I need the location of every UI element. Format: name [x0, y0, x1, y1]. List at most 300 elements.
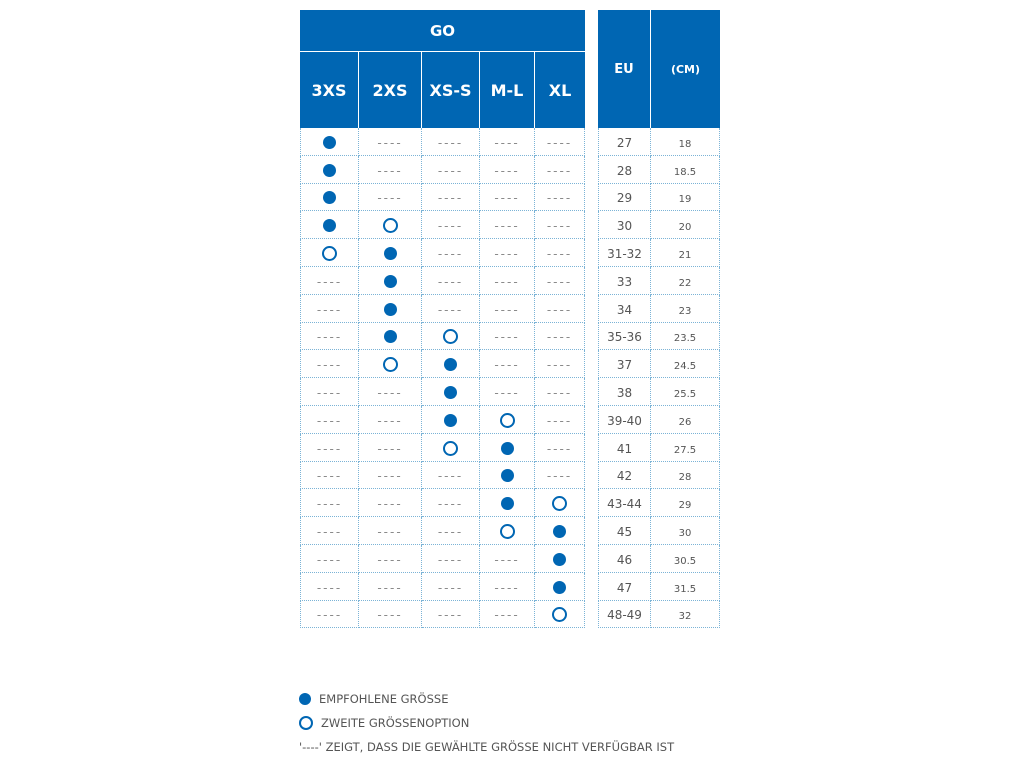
size-cell	[300, 156, 359, 184]
size-row	[300, 350, 585, 378]
size-cell	[300, 239, 359, 267]
eu-row	[598, 184, 720, 212]
eu-row	[598, 462, 720, 490]
size-cell	[300, 545, 359, 573]
size-cell	[535, 378, 585, 406]
cm-value: 25.5	[673, 389, 697, 401]
eu-row	[598, 211, 720, 239]
filled-circle-icon	[444, 414, 457, 427]
unavailable-dash: ----	[377, 608, 403, 623]
open-circle-icon	[322, 246, 337, 261]
size-cell	[422, 489, 480, 517]
unavailable-dash: ----	[377, 525, 403, 540]
size-cell	[359, 517, 422, 545]
unavailable-dash: ----	[546, 441, 573, 456]
size-cell	[300, 184, 359, 212]
size-cell	[422, 156, 480, 184]
unavailable-dash: ----	[494, 330, 520, 345]
size-cell	[300, 573, 359, 601]
eu-value: 46	[616, 552, 633, 567]
size-cell	[535, 156, 585, 184]
unavailable-dash: ----	[494, 135, 520, 150]
unavailable-dash: ----	[437, 191, 464, 206]
eu-value: 27	[616, 135, 633, 150]
cm-value: 24.5	[673, 361, 697, 373]
eu-header: EU	[598, 10, 651, 128]
unavailable-dash: ----	[494, 386, 520, 401]
unavailable-dash: ----	[494, 358, 520, 373]
size-cell	[359, 434, 422, 462]
open-circle-icon	[299, 716, 313, 730]
unavailable-dash: ----	[546, 219, 573, 234]
cm-value: 20	[678, 222, 692, 234]
size-row	[300, 601, 585, 629]
open-circle-icon	[383, 218, 398, 233]
size-cell	[480, 211, 535, 239]
size-cell	[359, 211, 422, 239]
unavailable-dash: ----	[377, 191, 403, 206]
unavailable-dash: ----	[316, 358, 343, 373]
eu-row	[598, 156, 720, 184]
size-row	[300, 517, 585, 545]
size-row	[300, 573, 585, 601]
eu-cell	[598, 156, 651, 184]
eu-value: 47	[616, 580, 633, 595]
unavailable-dash: ----	[316, 302, 343, 317]
legend	[299, 687, 674, 759]
size-cell	[535, 573, 585, 601]
size-cell	[359, 489, 422, 517]
unavailable-dash: ----	[377, 469, 403, 484]
eu-row	[598, 573, 720, 601]
unavailable-dash: ----	[437, 552, 464, 567]
eu-value: 48-49	[607, 608, 642, 623]
size-row	[300, 128, 585, 156]
size-cell	[480, 406, 535, 434]
size-cell	[535, 211, 585, 239]
size-cell	[359, 601, 422, 629]
eu-cell	[598, 462, 651, 490]
size-cell	[359, 156, 422, 184]
eu-rows	[598, 128, 720, 628]
unavailable-dash: ----	[546, 163, 573, 178]
size-header-3xs: 3XS	[300, 52, 359, 128]
unavailable-dash: ----	[377, 163, 403, 178]
cm-cell	[651, 601, 720, 629]
eu-cell	[598, 239, 651, 267]
legend-recommended	[299, 687, 674, 711]
cm-cell	[651, 462, 720, 490]
size-row	[300, 434, 585, 462]
size-row	[300, 184, 585, 212]
legend-second-option	[299, 711, 674, 735]
size-cell	[359, 545, 422, 573]
eu-row	[598, 434, 720, 462]
size-cell	[535, 323, 585, 351]
unavailable-dash: ----	[546, 247, 573, 262]
open-circle-icon	[443, 441, 458, 456]
size-cell	[300, 489, 359, 517]
size-cell	[422, 184, 480, 212]
unavailable-dash: ----	[316, 497, 343, 512]
filled-circle-icon	[323, 136, 336, 149]
size-cell	[535, 434, 585, 462]
size-row	[300, 406, 585, 434]
unavailable-dash: ----	[437, 469, 464, 484]
eu-cell	[598, 128, 651, 156]
eu-row	[598, 239, 720, 267]
size-cell	[359, 573, 422, 601]
cm-value: 21	[678, 250, 692, 262]
eu-cell	[598, 434, 651, 462]
unavailable-dash: ----	[546, 358, 573, 373]
eu-value: 31-32	[607, 247, 642, 262]
unavailable-dash: ----	[494, 552, 520, 567]
size-cell	[480, 434, 535, 462]
eu-value: 33	[616, 274, 633, 289]
unavailable-dash: ----	[494, 274, 520, 289]
filled-circle-icon	[501, 442, 514, 455]
size-cell	[359, 267, 422, 295]
size-cell	[480, 128, 535, 156]
size-cell	[300, 267, 359, 295]
eu-row	[598, 378, 720, 406]
unavailable-dash: ----	[546, 330, 573, 345]
cm-cell	[651, 434, 720, 462]
size-cell	[480, 267, 535, 295]
size-chart-table	[300, 10, 585, 628]
unavailable-dash: ----	[494, 219, 520, 234]
unavailable-dash: ----	[546, 302, 573, 317]
size-cell	[422, 517, 480, 545]
eu-cell	[598, 295, 651, 323]
cm-cell	[651, 545, 720, 573]
legend-recommended-label: EMPFOHLENE GRÖSSE	[319, 692, 449, 706]
cm-value: 26	[678, 416, 692, 428]
size-cell	[535, 601, 585, 629]
size-cell	[480, 323, 535, 351]
size-cell	[300, 517, 359, 545]
size-cell	[535, 350, 585, 378]
eu-value: 41	[616, 441, 633, 456]
cm-cell	[651, 267, 720, 295]
open-circle-icon	[383, 357, 398, 372]
unavailable-dash: ----	[546, 413, 573, 428]
filled-circle-icon	[501, 497, 514, 510]
size-cell	[480, 517, 535, 545]
eu-cm-table	[598, 10, 720, 628]
filled-circle-icon	[553, 525, 566, 538]
size-cell	[535, 462, 585, 490]
cm-value: 23.5	[673, 333, 697, 345]
unavailable-dash: ----	[377, 497, 403, 512]
size-cell	[535, 406, 585, 434]
cm-value: 29	[678, 500, 692, 512]
cm-cell	[651, 184, 720, 212]
eu-cell	[598, 517, 651, 545]
size-row	[300, 545, 585, 573]
filled-circle-icon	[553, 553, 566, 566]
size-cell	[300, 128, 359, 156]
eu-row	[598, 601, 720, 629]
cm-cell	[651, 350, 720, 378]
unavailable-dash: ----	[437, 274, 464, 289]
eu-cell	[598, 378, 651, 406]
size-cell	[422, 462, 480, 490]
unavailable-dash: ----	[377, 135, 403, 150]
size-row	[300, 323, 585, 351]
unavailable-dash: ----	[437, 525, 464, 540]
eu-cell	[598, 601, 651, 629]
cm-cell	[651, 489, 720, 517]
cm-cell	[651, 239, 720, 267]
filled-circle-icon	[323, 191, 336, 204]
open-circle-icon	[443, 329, 458, 344]
legend-unavailable	[299, 735, 674, 759]
unavailable-dash: ----	[437, 219, 464, 234]
size-cell	[359, 295, 422, 323]
size-cell	[359, 323, 422, 351]
unavailable-dash: ----	[494, 608, 520, 623]
eu-value: 39-40	[607, 413, 642, 428]
cm-cell	[651, 128, 720, 156]
unavailable-dash: ----	[316, 413, 343, 428]
unavailable-dash: ----	[316, 608, 343, 623]
size-cell	[422, 239, 480, 267]
filled-circle-icon	[444, 386, 457, 399]
eu-value: 34	[616, 302, 633, 317]
size-cell	[422, 323, 480, 351]
legend-unavailable-label: '----' ZEIGT, DASS DIE GEWÄHLTE GRÖSSE NICHT VERFÜGBAR IST	[299, 740, 675, 754]
cm-cell	[651, 156, 720, 184]
size-cell	[535, 128, 585, 156]
size-cell	[422, 434, 480, 462]
eu-row	[598, 350, 720, 378]
size-row	[300, 295, 585, 323]
open-circle-icon	[500, 413, 515, 428]
cm-value: 30.5	[673, 555, 697, 567]
eu-row	[598, 517, 720, 545]
filled-circle-icon	[553, 581, 566, 594]
cm-value: 28	[678, 472, 692, 484]
eu-cell	[598, 323, 651, 351]
size-cell	[359, 350, 422, 378]
eu-value: 43-44	[607, 497, 642, 512]
eu-row	[598, 267, 720, 295]
size-cell	[535, 267, 585, 295]
size-cell	[480, 573, 535, 601]
eu-cell	[598, 406, 651, 434]
filled-circle-icon	[384, 330, 397, 343]
size-row	[300, 267, 585, 295]
legend-second-option-label: ZWEITE GRÖSSENOPTION	[321, 716, 470, 730]
unavailable-dash: ----	[316, 330, 343, 345]
size-cell	[480, 462, 535, 490]
size-cell	[300, 601, 359, 629]
cm-value: 22	[678, 277, 692, 289]
unavailable-dash: ----	[546, 274, 573, 289]
eu-value: 28	[616, 163, 633, 178]
unavailable-dash: ----	[437, 163, 464, 178]
eu-value: 38	[616, 386, 633, 401]
cm-cell	[651, 323, 720, 351]
size-cell	[422, 573, 480, 601]
unavailable-dash: ----	[494, 302, 520, 317]
cm-cell	[651, 517, 720, 545]
eu-cell	[598, 350, 651, 378]
unavailable-dash: ----	[377, 580, 403, 595]
unavailable-dash: ----	[494, 191, 520, 206]
eu-row	[598, 295, 720, 323]
size-cell	[422, 350, 480, 378]
size-cell	[535, 184, 585, 212]
size-cell	[422, 128, 480, 156]
cm-value: 32	[678, 611, 692, 623]
size-cell	[359, 406, 422, 434]
size-row	[300, 239, 585, 267]
eu-cell	[598, 211, 651, 239]
eu-row	[598, 489, 720, 517]
unavailable-dash: ----	[437, 247, 464, 262]
unavailable-dash: ----	[316, 386, 343, 401]
eu-value: 35-36	[607, 330, 642, 345]
cm-cell	[651, 573, 720, 601]
size-cell	[480, 350, 535, 378]
eu-row	[598, 128, 720, 156]
size-cell	[300, 350, 359, 378]
cm-value: 30	[678, 528, 692, 540]
size-cell	[359, 462, 422, 490]
eu-value: 42	[616, 469, 633, 484]
filled-circle-icon	[384, 247, 397, 260]
size-cell	[422, 267, 480, 295]
size-cell	[422, 378, 480, 406]
size-cell	[535, 295, 585, 323]
open-circle-icon	[552, 496, 567, 511]
group-title: GO	[300, 10, 585, 52]
unavailable-dash: ----	[546, 469, 573, 484]
filled-circle-icon	[323, 219, 336, 232]
filled-circle-icon	[444, 358, 457, 371]
size-row	[300, 378, 585, 406]
unavailable-dash: ----	[546, 135, 573, 150]
eu-cell	[598, 267, 651, 295]
size-cell	[300, 462, 359, 490]
size-cell	[300, 406, 359, 434]
unavailable-dash: ----	[494, 247, 520, 262]
unavailable-dash: ----	[437, 608, 464, 623]
size-cell	[480, 489, 535, 517]
open-circle-icon	[500, 524, 515, 539]
size-cell	[300, 323, 359, 351]
size-cell	[535, 545, 585, 573]
size-header-xs-s: XS-S	[422, 52, 480, 128]
unavailable-dash: ----	[316, 525, 343, 540]
size-cell	[422, 211, 480, 239]
unavailable-dash: ----	[437, 302, 464, 317]
size-cell	[422, 601, 480, 629]
cm-value: 31.5	[673, 583, 697, 595]
size-cell	[535, 239, 585, 267]
filled-circle-icon	[323, 164, 336, 177]
cm-cell	[651, 211, 720, 239]
size-cell	[300, 211, 359, 239]
unavailable-dash: ----	[494, 580, 520, 595]
unavailable-dash: ----	[546, 191, 573, 206]
unavailable-dash: ----	[437, 497, 464, 512]
size-header-2xs: 2XS	[359, 52, 422, 128]
unavailable-dash: ----	[316, 552, 343, 567]
unavailable-dash: ----	[437, 580, 464, 595]
filled-circle-icon	[299, 693, 311, 705]
cm-value: 23	[678, 305, 692, 317]
size-row	[300, 462, 585, 490]
size-cell	[480, 601, 535, 629]
cm-value: 19	[678, 194, 692, 206]
size-header-m-l: M-L	[480, 52, 535, 128]
unavailable-dash: ----	[316, 469, 343, 484]
cm-header: (CM)	[651, 10, 720, 128]
size-cell	[480, 295, 535, 323]
unavailable-dash: ----	[316, 580, 343, 595]
filled-circle-icon	[384, 303, 397, 316]
eu-value: 37	[616, 358, 633, 373]
size-cell	[359, 239, 422, 267]
size-row	[300, 489, 585, 517]
eu-value: 29	[616, 191, 633, 206]
size-cell	[359, 184, 422, 212]
eu-cell	[598, 545, 651, 573]
size-cell	[480, 156, 535, 184]
unavailable-dash: ----	[377, 413, 403, 428]
cm-value: 18.5	[673, 166, 697, 178]
size-cell	[535, 489, 585, 517]
unavailable-dash: ----	[437, 135, 464, 150]
unavailable-dash: ----	[377, 552, 403, 567]
cm-cell	[651, 378, 720, 406]
size-row	[300, 156, 585, 184]
filled-circle-icon	[384, 275, 397, 288]
cm-value: 18	[678, 138, 692, 150]
eu-value: 45	[616, 525, 633, 540]
size-cell	[300, 378, 359, 406]
unavailable-dash: ----	[316, 274, 343, 289]
eu-cell	[598, 573, 651, 601]
size-cell	[422, 295, 480, 323]
size-cell	[300, 295, 359, 323]
size-cell	[535, 517, 585, 545]
size-cell	[422, 545, 480, 573]
size-row	[300, 211, 585, 239]
filled-circle-icon	[501, 469, 514, 482]
unavailable-dash: ----	[494, 163, 520, 178]
eu-cell	[598, 184, 651, 212]
cm-value: 27.5	[673, 444, 697, 456]
eu-cell	[598, 489, 651, 517]
size-rows	[300, 128, 585, 628]
size-header-xl: XL	[535, 52, 585, 128]
size-cell	[480, 545, 535, 573]
eu-row	[598, 323, 720, 351]
size-cell	[480, 378, 535, 406]
size-cell	[300, 434, 359, 462]
cm-cell	[651, 406, 720, 434]
cm-cell	[651, 295, 720, 323]
size-cell	[422, 406, 480, 434]
eu-row	[598, 545, 720, 573]
size-cell	[359, 128, 422, 156]
unavailable-dash: ----	[546, 386, 573, 401]
